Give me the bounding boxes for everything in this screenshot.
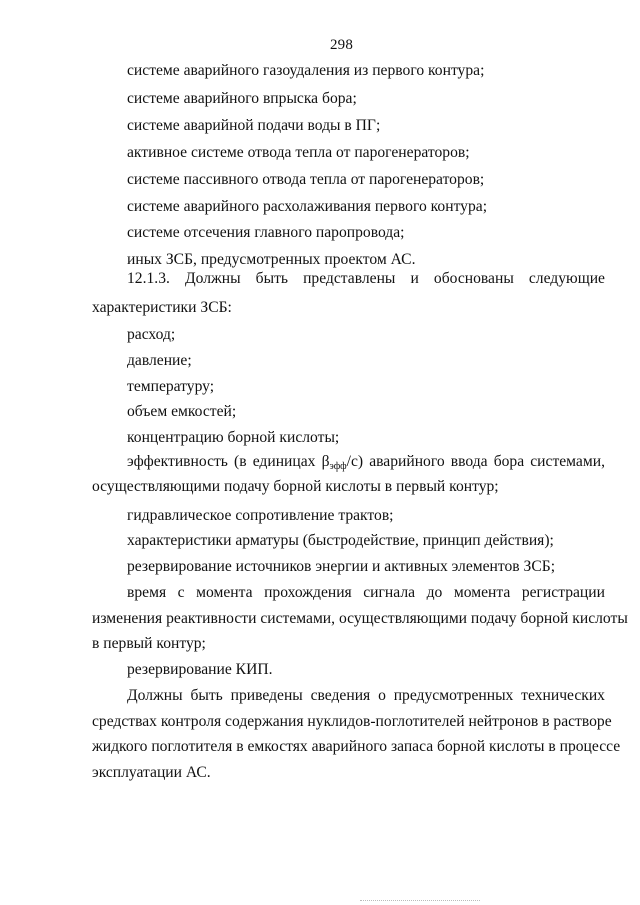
- clause-word: обоснованы: [433, 270, 514, 287]
- text-word: единицах: [252, 453, 316, 470]
- list-item: системе аварийного газоудаления из первого контура;: [127, 62, 485, 79]
- final-paragraph-line-4: эксплуатации АС.: [92, 764, 211, 781]
- text-word: ввода: [450, 453, 488, 470]
- beta-letter: β: [321, 453, 330, 470]
- clause-continuation: характеристики ЗСБ:: [92, 299, 232, 316]
- page-number: 298: [329, 37, 354, 53]
- list-item: давление;: [127, 352, 192, 369]
- final-paragraph-line-2: средствах контроля содержания нуклидов-поглотителей нейтронов в растворе: [92, 713, 612, 730]
- clause-word: и: [410, 270, 419, 287]
- beta-symbol: [322, 453, 364, 470]
- time-item-line-3: в первый контур;: [92, 635, 206, 652]
- list-item: системе аварийной подачи воды в ПГ;: [127, 117, 381, 134]
- clause-word: быть: [255, 270, 288, 287]
- text-word: время: [127, 584, 167, 601]
- list-item: гидравлическое сопротивление трактов;: [127, 507, 394, 524]
- text-word: момента: [196, 584, 253, 601]
- time-item-line-1: [127, 583, 605, 603]
- final-paragraph-line-3: жидкого поглотителя в емкостях аварийного запаса борной кислоты в процессе: [92, 738, 621, 755]
- list-item: объем емкостей;: [127, 403, 237, 420]
- clause-word: Должны: [184, 270, 241, 287]
- text-word: быть: [190, 687, 223, 704]
- text-word: аварийного: [369, 453, 445, 470]
- text-word: эффективность: [127, 453, 228, 470]
- list-item: системе пассивного отвода тепла от парогенераторов;: [127, 171, 485, 188]
- text-word: бора: [493, 453, 525, 470]
- text-word: Должны: [127, 687, 183, 704]
- text-word: системами,: [530, 453, 605, 470]
- list-item: системе аварийного расхолаживания первого контура;: [127, 198, 488, 215]
- text-word: момента: [453, 584, 511, 601]
- list-item: резервирование источников энергии и активных элементов ЗСБ;: [127, 558, 556, 575]
- text-word: до: [426, 584, 443, 601]
- text-word: с: [177, 584, 185, 601]
- clause-word: следующие: [528, 270, 605, 287]
- text-word: сигнала: [363, 584, 416, 601]
- time-item-line-2: изменения реактивности системами, осуществляющими подачу борной кислоты: [92, 610, 628, 627]
- list-item: системе отсечения главного паропровода;: [127, 224, 405, 241]
- text-word: сведения: [310, 687, 371, 704]
- beta-subscript: эфф: [329, 461, 347, 472]
- list-item: резервирование КИП.: [127, 661, 273, 678]
- beta-tail: /с): [346, 453, 364, 470]
- text-word: технических: [521, 687, 605, 704]
- scan-artifact: [360, 900, 480, 903]
- list-item: температуру;: [127, 378, 215, 395]
- final-paragraph-line-1: [127, 686, 605, 706]
- list-item: расход;: [127, 326, 176, 343]
- text-word: регистрации: [521, 584, 605, 601]
- clause-number: 12.1.3.: [127, 270, 170, 287]
- list-item: активное системе отвода тепла от парогенераторов;: [127, 144, 470, 161]
- efficiency-line-2: осуществляющими подачу борной кислоты в первый контур;: [92, 478, 499, 495]
- list-item: концентрацию борной кислоты;: [127, 429, 340, 446]
- efficiency-line-1: [127, 452, 605, 472]
- list-item: характеристики арматуры (быстродействие, принцип действия);: [127, 532, 554, 549]
- text-word: прохождения: [264, 584, 352, 601]
- text-word: о: [378, 687, 386, 704]
- clause-heading-line: [127, 269, 605, 289]
- text-word: предусмотренных: [393, 687, 514, 704]
- text-word: приведены: [230, 687, 303, 704]
- clause-word: представлены: [303, 270, 396, 287]
- text-word: (в: [234, 453, 247, 470]
- list-item: системе аварийного впрыска бора;: [127, 90, 357, 107]
- list-item: иных ЗСБ, предусмотренных проектом АС.: [127, 251, 416, 268]
